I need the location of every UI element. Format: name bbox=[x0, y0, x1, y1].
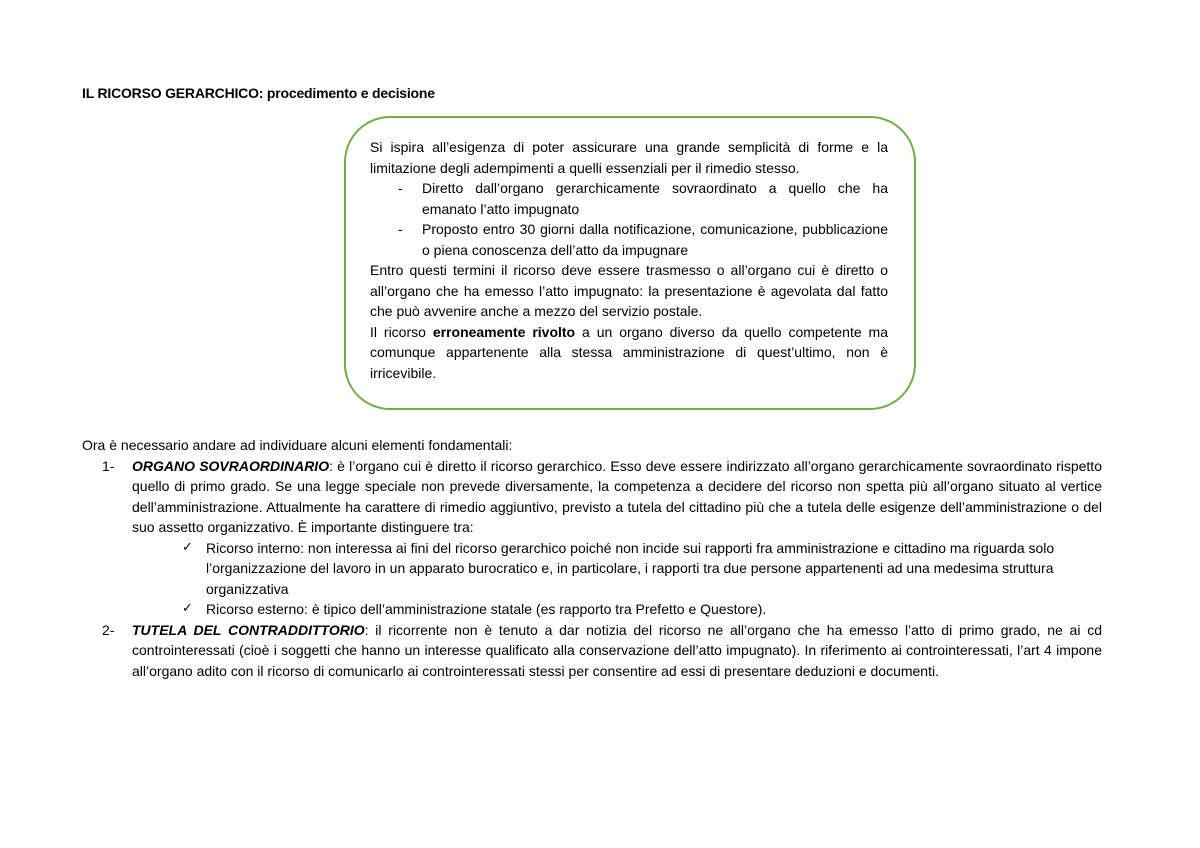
callout-paragraph: Entro questi termini il ricorso deve essere trasmesso o all’organo cui è diretto o all’organo che ha emesso l’atto impugnato: la presentazione è agevolata dal fatto che può avvenire anche a mezzo del servizio postale. bbox=[370, 262, 888, 319]
dash-item-text: Diretto dall’organo gerarchicamente sovraordinato a quello che ha emanato l’atto impugnato bbox=[422, 180, 888, 217]
main-body bbox=[82, 435, 1102, 681]
check-list-item bbox=[182, 538, 1102, 600]
item-text bbox=[132, 456, 1102, 538]
dash-item-text: Proposto entro 30 giorni dalla notificazione, comunicazione, pubblicazione o piena conoscenza dell’atto da impugnare bbox=[422, 221, 888, 258]
checkmark-icon: ✓ bbox=[182, 539, 193, 555]
item-number: 2- bbox=[102, 621, 115, 638]
body-intro: Ora è necessario andare ad individuare alcuni elementi fondamentali: bbox=[82, 437, 513, 453]
bold-emphasis: erroneamente rivolto bbox=[432, 323, 576, 340]
check-item-text: Ricorso interno: non interessa ai fini del ricorso gerarchico poiché non incide sui rapporti fra amministrazione e cittadino ma riguarda solo l’organizzazione del lavoro in un apparato burocratico e, in particolare, i rapporti tra due persone appartenenti ad una medesima struttura organizzativa bbox=[206, 539, 1055, 597]
checkmark-icon: ✓ bbox=[182, 601, 193, 616]
page-title: IL RICORSO GERARCHICO: procedimento e decisione bbox=[82, 85, 435, 101]
numbered-item bbox=[102, 620, 1102, 682]
dash-bullet: - bbox=[398, 180, 403, 196]
item-description: : è l’organo cui è diretto il ricorso gerarchico. Esso deve essere indirizzato all’organo gerarchicamente sovraordinato rispetto quello di primo grado. Se una legge speciale non prevede diversamente, la competenza a decidere del ricorso non spetta più all’organo situato al vertice dell’amministrazione. Attualmente ha carattere di rimedio aggiuntivo, previsto a tutela del cittadino più che a tutela delle esigenze dell’amministrazione o del suo assetto organizzativo. È importante distinguere tra: bbox=[132, 457, 1102, 535]
check-list bbox=[182, 538, 1102, 620]
item-number: 1- bbox=[102, 457, 115, 474]
item-description: : il ricorrente non è tenuto a dar notizia del ricorso ne all’organo che ha emesso l’atto di primo grado, ne ai cd controinteressati (cioè i soggetti che hanno un interesse qualificato alla conservazione dell’atto impugnato). In riferimento ai controinteressati, l’art 4 impone all’organo adito con il ricorso di comunicarlo ai controinteressati stessi per consentire ad essi di presentare deduzioni e documenti. bbox=[132, 621, 1103, 679]
paragraph-text: a un organo diverso da quello competente ma comunque appartenente alla stessa amministrazione di quest’ultimo, non è irricevibile. bbox=[370, 323, 888, 381]
numbered-item bbox=[102, 456, 1102, 538]
item-term: ORGANO SOVRAORDINARIO bbox=[132, 457, 330, 474]
callout-box bbox=[344, 116, 916, 410]
item-text bbox=[132, 620, 1102, 682]
check-item-text: Ricorso esterno: è tipico dell’amministrazione statale (es rapporto tra Prefetto e Questore). bbox=[206, 601, 767, 617]
paragraph-text: Il ricorso bbox=[370, 323, 433, 340]
callout-intro: Si ispira all’esigenza di poter assicurare una grande semplicità di forme e la limitazione degli adempimenti a quelli essenziali per il rimedio stesso. bbox=[370, 139, 888, 176]
dash-list-item bbox=[370, 219, 888, 260]
item-term: TUTELA DEL CONTRADDITTORIO bbox=[132, 621, 365, 638]
check-list-item bbox=[182, 599, 1102, 620]
dash-list-item bbox=[370, 178, 888, 219]
callout-paragraph bbox=[370, 322, 888, 384]
dash-bullet: - bbox=[398, 221, 403, 237]
